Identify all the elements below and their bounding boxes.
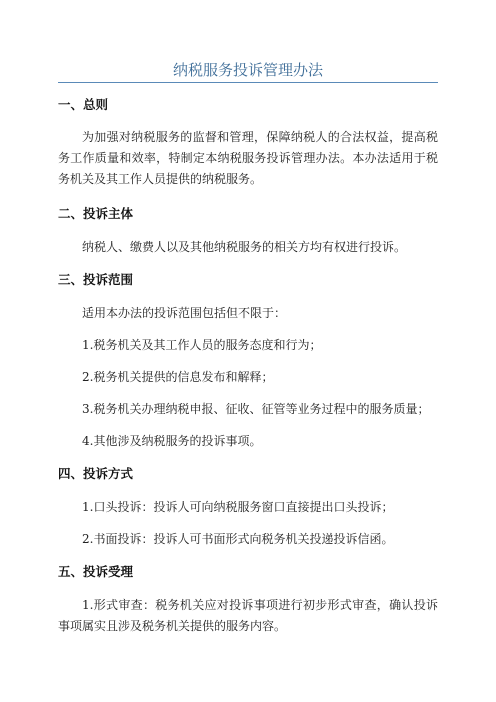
section-heading-method: 四、投诉方式 [58, 466, 134, 481]
section-heading-scope: 三、投诉范围 [58, 272, 134, 287]
list-item-method-2: 2.书面投诉：投诉人可书面形式向税务机关投递投诉信函。 [82, 532, 394, 546]
list-item-scope-4: 4.其他涉及纳税服务的投诉事项。 [82, 434, 262, 448]
section-heading-general: 一、总则 [58, 97, 109, 112]
list-item-scope-1: 1.税务机关及其工作人员的服务态度和行为； [82, 338, 322, 352]
document-title: 纳税服务投诉管理办法 [172, 61, 323, 79]
paragraph-scope-intro: 适用本办法的投诉范围包括但不限于： [82, 306, 287, 320]
paragraph-subject-1: 纳税人、缴费人以及其他纳税服务的相关方均有权进行投诉。 [82, 240, 407, 254]
list-item-method-1: 1.口头投诉：投诉人可向纳税服务窗口直接提出口头投诉； [82, 500, 394, 514]
list-item-acceptance-1: 1.形式审查：税务机关应对投诉事项进行初步形式审查，确认投诉事项属实且涉及税务机关提供的服务内容。 [58, 598, 438, 633]
list-item-scope-3: 3.税务机关办理纳税申报、征收、征管等业务过程中的服务质量； [82, 402, 430, 416]
document-body [58, 88, 438, 637]
list-item-scope-2: 2.税务机关提供的信息发布和解释； [82, 370, 274, 384]
title-underline [58, 82, 438, 83]
section-heading-subject: 二、投诉主体 [58, 206, 134, 221]
paragraph-general-1: 为加强对纳税服务的监督和管理，保障纳税人的合法权益，提高税务工作质量和效率，特制定本纳税服务投诉管理办法。本办法适用于税务机关及其工作人员提供的纳税服务。 [58, 130, 438, 186]
section-heading-acceptance: 五、投诉受理 [58, 564, 134, 579]
